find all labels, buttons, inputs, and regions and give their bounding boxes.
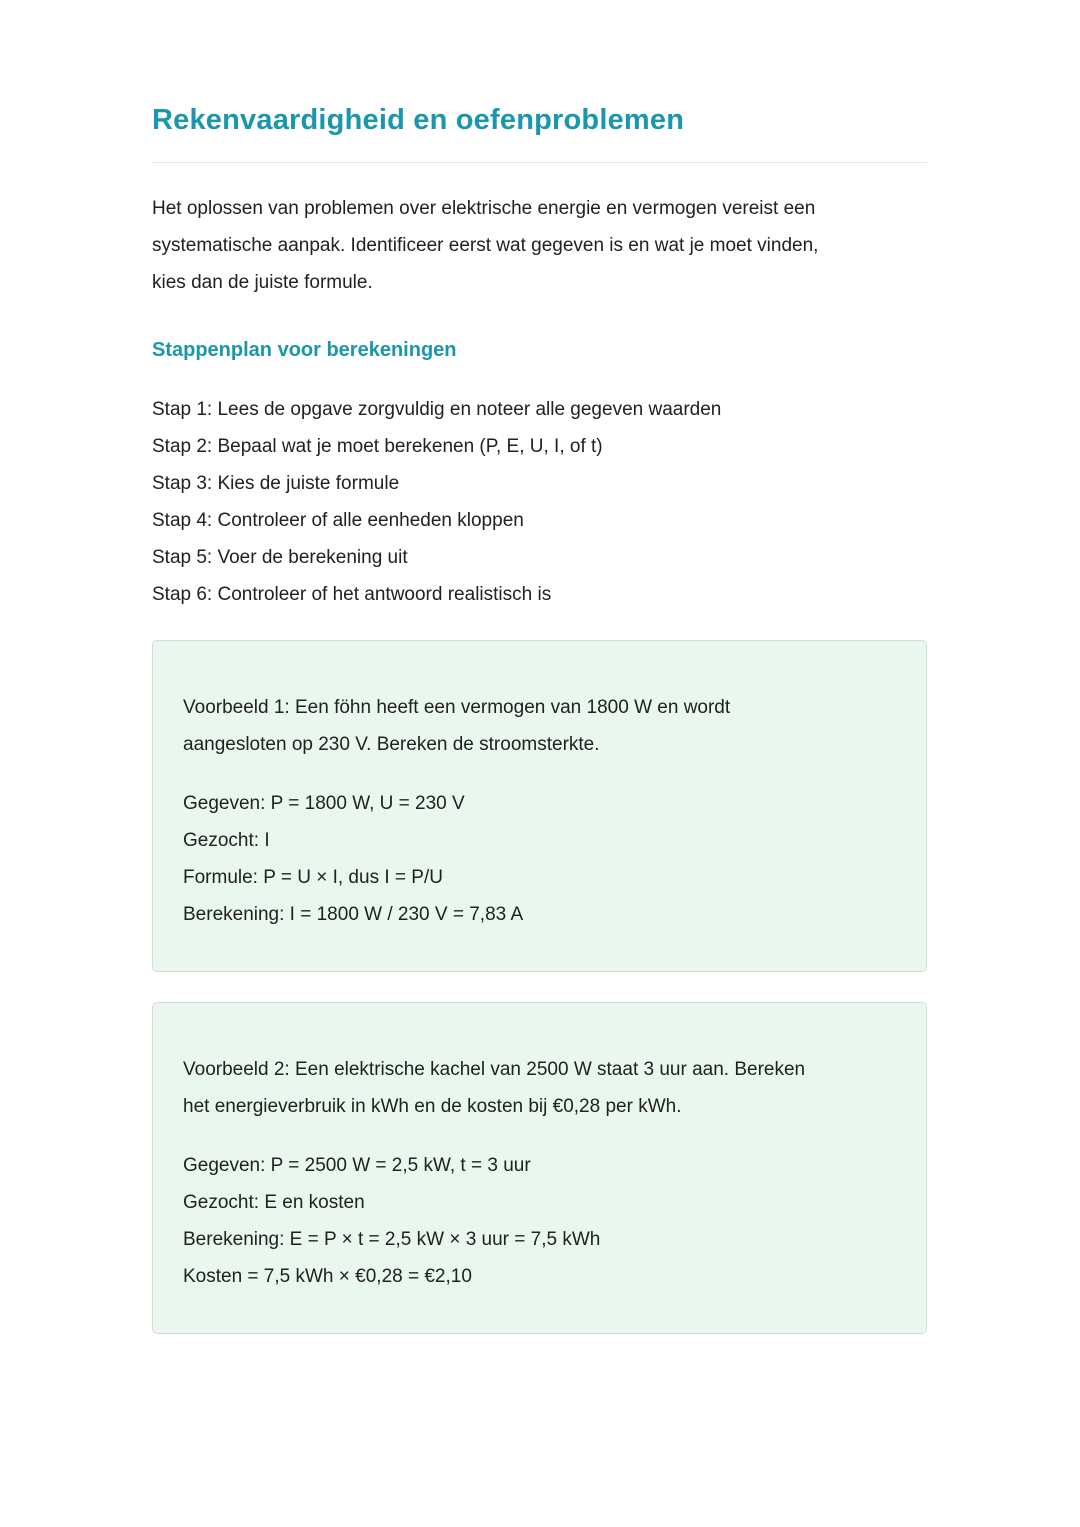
example-intro-line: Voorbeeld 1: Een föhn heeft een vermogen van 1800 W en wordt: [183, 697, 731, 718]
steps-list: [152, 391, 927, 613]
section-heading: Stappenplan voor berekeningen: [152, 339, 457, 361]
step-line: Stap 4: Controleer of alle eenheden kloppen: [152, 510, 524, 531]
intro-line: kies dan de juiste formule.: [152, 272, 373, 293]
example-card-2: [152, 1002, 927, 1334]
example-card-1: [152, 640, 927, 972]
example-solution: [183, 1147, 896, 1295]
example-intro-line: Voorbeeld 2: Een elektrische kachel van 2500 W staat 3 uur aan. Bereken: [183, 1059, 806, 1080]
content-column: [152, 0, 927, 1334]
step-line: Stap 6: Controleer of het antwoord realistisch is: [152, 584, 552, 605]
step-line: Stap 2: Bepaal wat je moet berekenen (P, E, U, I, of t): [152, 436, 603, 457]
step-line: Stap 3: Kies de juiste formule: [152, 473, 400, 494]
example-intro-line: aangesloten op 230 V. Bereken de stroomsterkte.: [183, 734, 600, 755]
example-intro-line: het energieverbruik in kWh en de kosten bij €0,28 per kWh.: [183, 1096, 682, 1117]
intro-line: systematische aanpak. Identificeer eerst wat gegeven is en wat je moet vinden,: [152, 235, 819, 256]
step-line: Stap 5: Voer de berekening uit: [152, 547, 408, 568]
solution-line: Berekening: E = P × t = 2,5 kW × 3 uur = 7,5 kWh: [183, 1229, 601, 1250]
intro-line: Het oplossen van problemen over elektrische energie en vermogen vereist een: [152, 198, 816, 219]
example-solution: [183, 785, 896, 933]
page-title: Rekenvaardigheid en oefenproblemen: [152, 104, 685, 136]
example-intro: [183, 689, 896, 763]
solution-line: Berekening: I = 1800 W / 230 V = 7,83 A: [183, 904, 524, 925]
solution-line: Gezocht: E en kosten: [183, 1192, 365, 1213]
example-intro: [183, 1051, 896, 1125]
solution-line: Formule: P = U × I, dus I = P/U: [183, 867, 443, 888]
solution-line: Gegeven: P = 1800 W, U = 230 V: [183, 793, 465, 814]
solution-line: Gezocht: I: [183, 830, 270, 851]
step-line: Stap 1: Lees de opgave zorgvuldig en noteer alle gegeven waarden: [152, 399, 722, 420]
solution-line: Gegeven: P = 2500 W = 2,5 kW, t = 3 uur: [183, 1155, 531, 1176]
divider: [152, 162, 927, 163]
solution-line: Kosten = 7,5 kWh × €0,28 = €2,10: [183, 1266, 472, 1287]
intro-paragraph: [152, 190, 927, 301]
